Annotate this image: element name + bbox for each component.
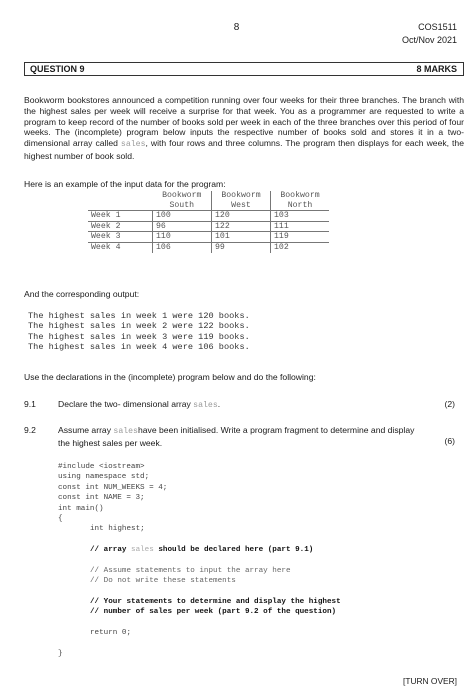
table-row	[88, 221, 329, 232]
intro-array-name: sales	[120, 140, 146, 150]
row-label: Week 2	[88, 221, 153, 232]
part-number: 9.1	[24, 399, 36, 409]
table-row	[88, 242, 329, 252]
table-cell: 100	[153, 211, 212, 222]
part-mark: (6)	[444, 436, 455, 446]
part-text-before: Declare the two- dimensional array	[58, 399, 194, 409]
code-line: {	[58, 514, 63, 523]
code-line: using namespace std;	[58, 473, 150, 482]
table-cell: 103	[271, 211, 330, 222]
question-header-box	[24, 62, 464, 76]
table-cell: 110	[153, 232, 212, 243]
exam-date: Oct/Nov 2021	[401, 35, 457, 45]
table-cell: 111	[271, 221, 330, 232]
output-line: The highest sales in week 1 were 120 books.	[28, 311, 250, 321]
part-text	[58, 399, 418, 412]
part-number: 9.2	[24, 425, 36, 435]
output-line: The highest sales in week 3 were 119 books.	[28, 331, 250, 342]
page-number: 8	[233, 22, 240, 33]
comment-text: should be declared here (part 9.1)	[153, 546, 314, 555]
code-line: // Assume statements to input the array here	[90, 566, 291, 575]
input-data-table	[88, 191, 329, 253]
table-cell: 120	[212, 211, 271, 222]
question-intro	[24, 95, 464, 162]
table-cell: 119	[271, 232, 330, 243]
column-header-top: Bookworm	[162, 191, 202, 200]
table-row	[88, 211, 329, 222]
code-line	[58, 545, 341, 555]
table-row	[88, 232, 329, 243]
row-label: Week 3	[88, 232, 153, 243]
output-line: The highest sales in week 2 were 122 books.	[28, 321, 250, 332]
code-blank	[58, 618, 341, 628]
table-corner	[88, 191, 153, 201]
table-cell: 101	[212, 232, 271, 243]
code-line: // Your statements to determine and display the highest	[90, 598, 341, 607]
table-cell: 96	[153, 221, 212, 232]
output-caption: And the corresponding output:	[24, 289, 140, 299]
code-line: return 0;	[90, 629, 132, 638]
table-cell: 99	[212, 242, 271, 252]
turn-over-label: [TURN OVER]	[403, 676, 457, 686]
table-header-row	[88, 201, 329, 211]
question-marks: 8 MARKS	[416, 64, 457, 74]
table-cell: 102	[271, 242, 330, 252]
output-line: The highest sales in week 4 were 106 books.	[28, 342, 250, 353]
code-line: int highest;	[90, 525, 145, 534]
part-text-after: have been initialised. Write a program fragment to determine and display the highest sales per week.	[58, 425, 415, 448]
code-line: int main()	[58, 504, 104, 513]
code-blank	[58, 535, 341, 545]
code-line: // Do not write these statements	[90, 577, 236, 586]
part-code: sales	[193, 401, 218, 410]
column-header-top: Bookworm	[271, 191, 330, 201]
table-header-row	[88, 191, 329, 201]
course-code: COS1511	[418, 22, 457, 32]
code-blank	[58, 556, 341, 566]
part-text-before: Assume array	[58, 425, 114, 435]
table-corner	[88, 201, 153, 211]
code-blank	[58, 639, 341, 649]
instructions-caption: Use the declarations in the (incomplete) program below and do the following:	[24, 372, 316, 382]
code-line: #include <iostream>	[58, 463, 145, 471]
column-header-bottom: West	[212, 201, 271, 211]
table-cell: 122	[212, 221, 271, 232]
code-line: const int NAME = 3;	[58, 494, 145, 503]
comment-text: // array	[90, 546, 132, 555]
part-text	[58, 425, 428, 449]
question-title: QUESTION 9	[30, 64, 85, 74]
column-header-bottom: North	[271, 201, 330, 211]
part-code: sales	[113, 427, 138, 436]
column-header-bottom: South	[169, 200, 195, 210]
table-cell: 106	[153, 242, 212, 252]
example-caption: Here is an example of the input data for the program:	[24, 179, 226, 189]
part-text-after: .	[217, 399, 221, 409]
intro-text-1: Bookworm bookstores announced a competition running over four weeks for their three branches. The branch with the highest sales per week will receive a surprise for that week. You as a programmer are requested to write a program to keep record of the number of books sold per week in each of the three branches over this period of four weeks. The (incomplete) program below inputs the respective number of books sold and stores it in a two-dimensional array called	[24, 95, 464, 149]
intro-text-2: , with four rows and three columns. The program then displays for each week, the highest number of book sold.	[24, 138, 464, 161]
part-mark: (2)	[444, 399, 455, 409]
row-label: Week 1	[88, 211, 153, 222]
code-line: }	[58, 650, 63, 659]
code-line: const int NUM_WEEKS = 4;	[58, 483, 168, 492]
code-blank	[58, 587, 341, 597]
program-output	[28, 311, 250, 353]
code-line: // number of sales per week (part 9.2 of the question)	[90, 608, 337, 617]
column-header-top: Bookworm	[212, 191, 271, 201]
comment-array-name: sales	[131, 546, 154, 555]
row-label: Week 4	[91, 242, 121, 252]
code-listing	[58, 462, 341, 659]
